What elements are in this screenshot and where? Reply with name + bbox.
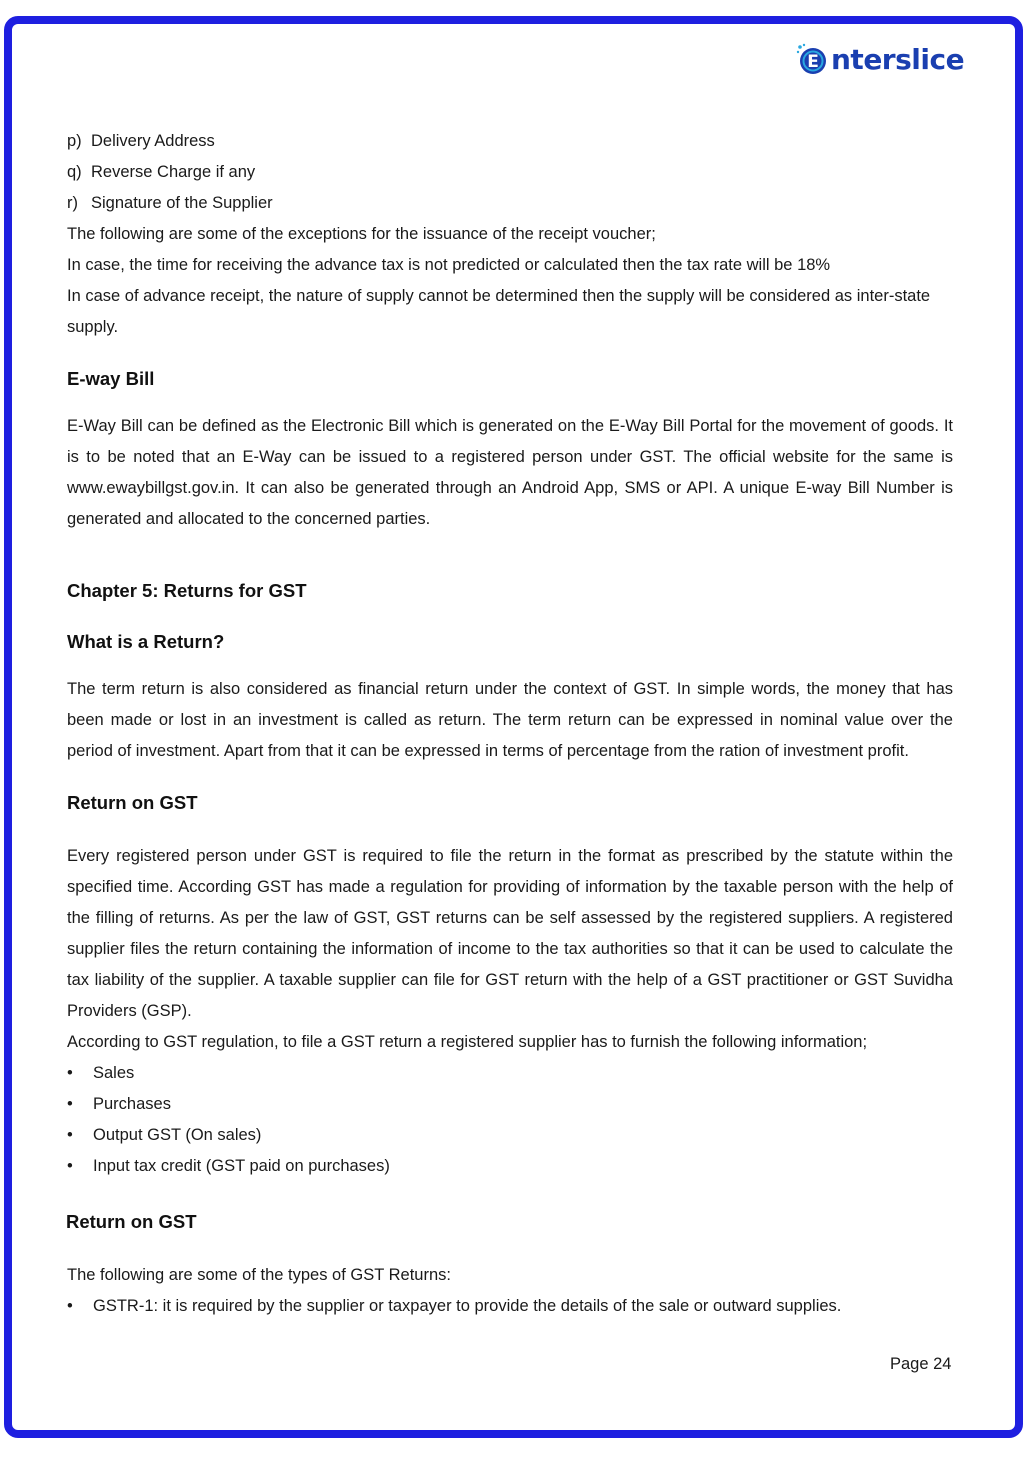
bullet-item xyxy=(67,1151,953,1182)
paragraph: The following are some of the exceptions for the issuance of the receipt voucher; xyxy=(67,225,656,243)
list-item xyxy=(67,157,953,188)
list-text: Reverse Charge if any xyxy=(91,163,256,181)
paragraph: E-Way Bill can be defined as the Electronic Bill which is generated on the E-Way Bill Portal for the movement of goods. It is to be noted that an E-Way can be issued to a registered person under GST. The official website for the same is www.ewaybillgst.gov.in. It can also be generated through an Android App, SMS or API. A unique E-way Bill Number is generated and allocated to the concerned parties. xyxy=(67,417,953,528)
list-text: Delivery Address xyxy=(91,132,215,150)
section-heading: E-way Bill xyxy=(67,368,155,389)
chapter-heading: Chapter 5: Returns for GST xyxy=(67,580,307,601)
enterslice-logo xyxy=(795,42,964,76)
page-number: Page 24 xyxy=(890,1355,952,1373)
bullet-marker: • xyxy=(67,1095,73,1113)
paragraph: The following are some of the types of GST Returns: xyxy=(67,1266,451,1284)
brand-name: nterslice xyxy=(831,42,965,76)
bullet-marker: • xyxy=(67,1157,73,1175)
bullet-item xyxy=(67,1058,953,1089)
bullet-text: Sales xyxy=(93,1064,135,1082)
logo-e-icon xyxy=(795,42,829,76)
bullet-item xyxy=(67,1120,953,1151)
list-text: Signature of the Supplier xyxy=(91,194,273,212)
bullet-marker: • xyxy=(67,1297,73,1315)
bullet-text: Output GST (On sales) xyxy=(93,1126,262,1144)
section-heading: Return on GST xyxy=(66,1211,197,1232)
paragraph: In case, the time for receiving the advance tax is not predicted or calculated then the tax rate will be 18% xyxy=(67,256,831,274)
paragraph: According to GST regulation, to file a GST return a registered supplier has to furnish the following information; xyxy=(67,1033,868,1051)
paragraph: In case of advance receipt, the nature of supply cannot be determined then the supply will be considered as inter-state supply. xyxy=(67,287,931,336)
bullet-marker: • xyxy=(67,1126,73,1144)
bullet-item xyxy=(67,1089,953,1120)
section-heading: What is a Return? xyxy=(67,631,225,652)
bullet-text: Input tax credit (GST paid on purchases) xyxy=(93,1157,390,1175)
bullet-item xyxy=(67,1291,953,1322)
list-marker: q) xyxy=(67,163,82,181)
paragraph: The term return is also considered as financial return under the context of GST. In simple words, the money that has been made or lost in an investment is called as return. The term return can be expressed in nominal value over the period of investment. Apart from that it can be expressed in terms of percentage from the ration of investment profit. xyxy=(67,680,953,760)
list-marker: p) xyxy=(67,132,82,150)
list-item xyxy=(67,126,953,157)
bullet-text: Purchases xyxy=(93,1095,171,1113)
section-heading: Return on GST xyxy=(67,792,198,813)
logo-letter: E xyxy=(807,52,819,72)
bullet-text: GSTR-1: it is required by the supplier or taxpayer to provide the details of the sale or outward supplies. xyxy=(93,1297,842,1315)
list-marker: r) xyxy=(67,194,78,212)
list-item xyxy=(67,188,953,219)
document-body xyxy=(67,126,953,1322)
bullet-marker: • xyxy=(67,1064,73,1082)
paragraph: Every registered person under GST is required to file the return in the format as prescribed by the statute within the specified time. According GST has made a regulation for providing of information by the taxable person with the help of the filling of returns. As per the law of GST, GST returns can be self assessed by the registered suppliers. A registered supplier files the return containing the information of income to the tax authorities so that it can be used to calculate the tax liability of the supplier. A taxable supplier can file for GST return with the help of a GST practitioner or GST Suvidha Providers (GSP). xyxy=(67,847,953,1020)
